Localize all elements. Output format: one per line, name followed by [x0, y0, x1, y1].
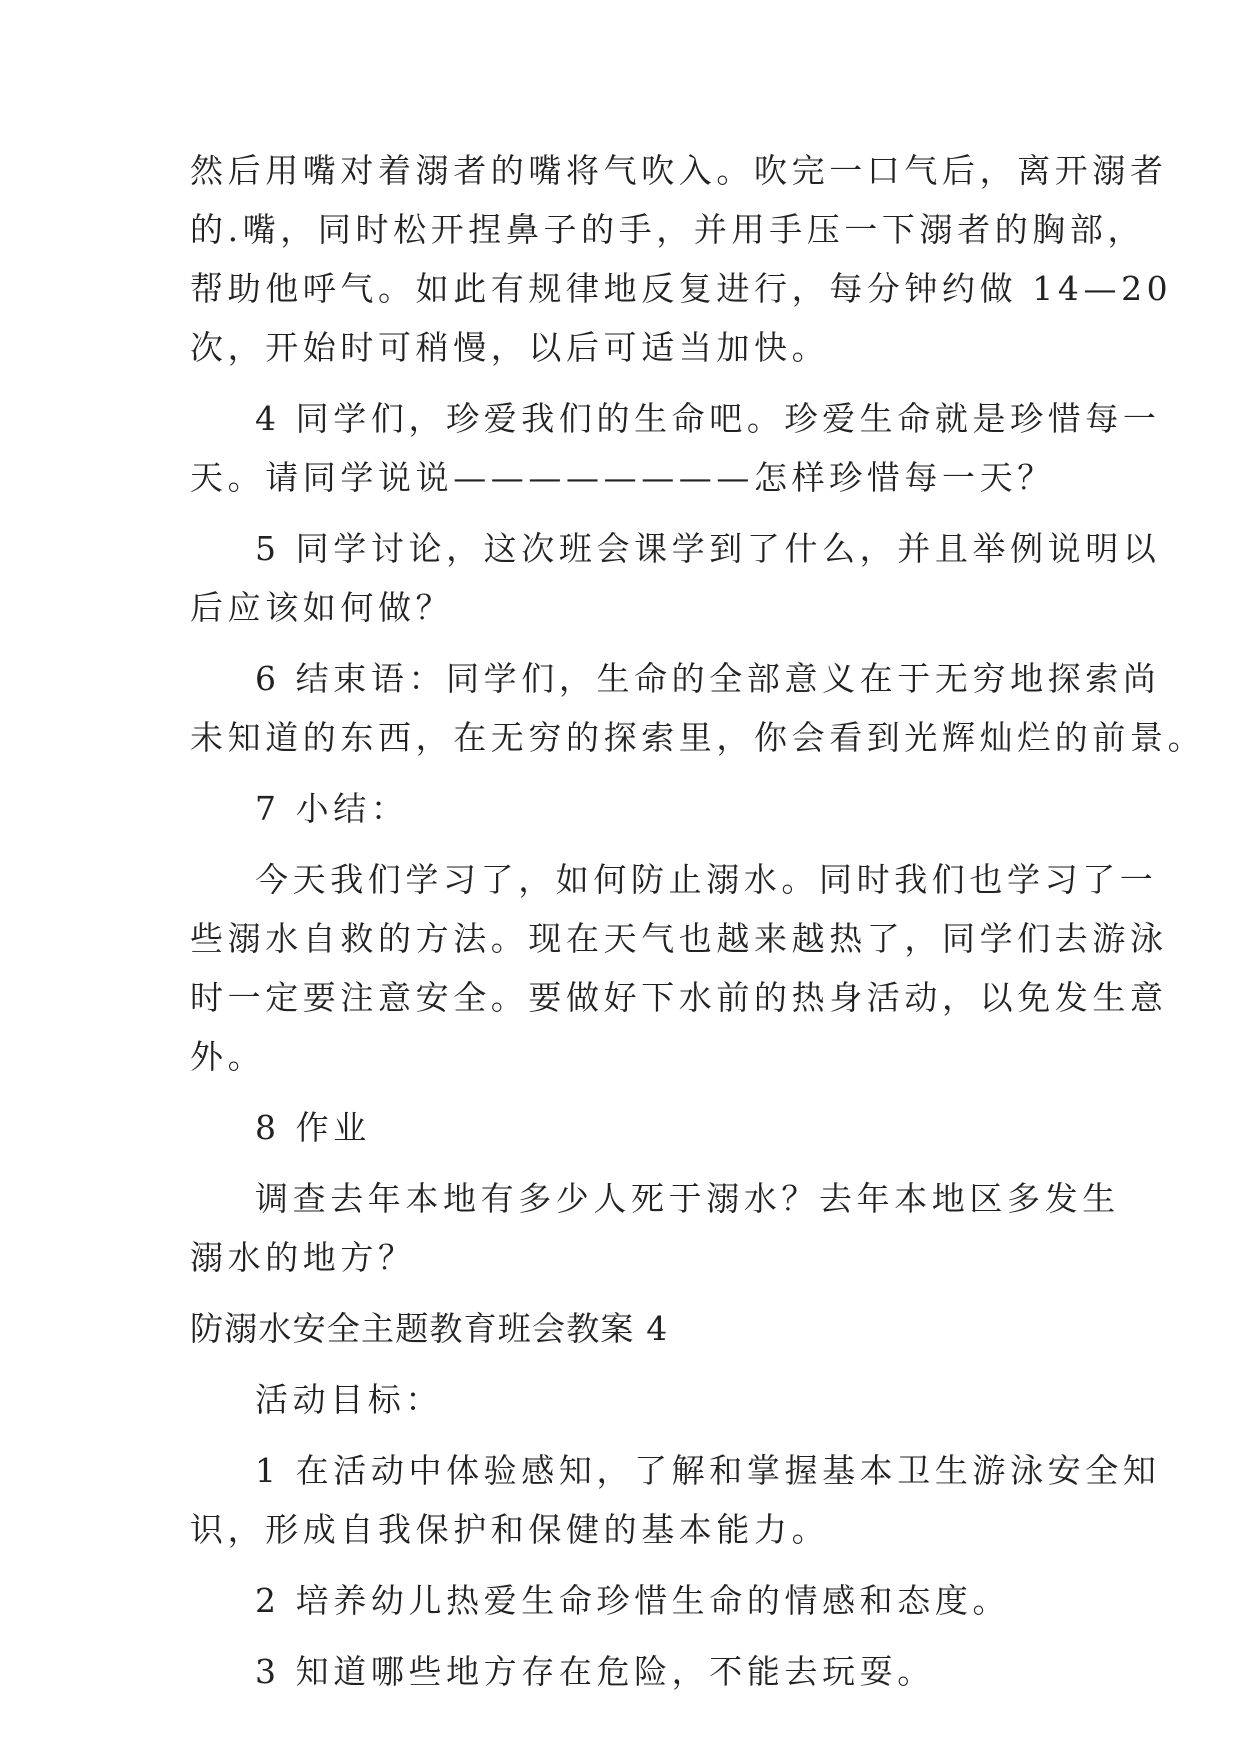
- text-line-13: 些溺水自救的方法。现在天气也越来越热了，同学们去游泳: [190, 919, 1168, 958]
- text-line-1: 然后用嘴对着溺者的嘴将气吹入。吹完一口气后，离开溺者: [190, 151, 1168, 190]
- text-line-7: 5 同学讨论，这次班会课学到了什么，并且举例说明以: [255, 529, 1161, 568]
- text-line-5: 4 同学们，珍爱我们的生命吧。珍爱生命就是珍惜每一: [255, 399, 1161, 438]
- text-line-20: 活动目标：: [255, 1380, 443, 1419]
- text-line-6: 天。请同学说说————————怎样珍惜每一天？: [190, 458, 1055, 497]
- text-line-12: 今天我们学习了，如何防止溺水。同时我们也学习了一: [255, 860, 1158, 899]
- text-line-17: 调查去年本地有多少人死于溺水？去年本地区多发生: [255, 1179, 1120, 1218]
- text-line-22: 识，形成自我保护和保健的基本能力。: [190, 1510, 830, 1549]
- text-line-15: 外。: [190, 1037, 266, 1076]
- text-line-2: 的.嘴，同时松开捏鼻子的手，并用手压一下溺者的胸部，: [190, 210, 1146, 249]
- text-line-3: 帮助他呼气。如此有规律地反复进行，每分钟约做 14—20: [190, 269, 1173, 308]
- text-line-24: 3 知道哪些地方存在危险，不能去玩耍。: [255, 1652, 935, 1691]
- text-line-9: 6 结束语：同学们，生命的全部意义在于无穷地探索尚: [255, 659, 1161, 698]
- section-heading: 防溺水安全主题教育班会教案 4: [190, 1309, 669, 1348]
- text-line-14: 时一定要注意安全。要做好下水前的热身活动，以免发生意: [190, 978, 1168, 1017]
- text-line-18: 溺水的地方？: [190, 1238, 416, 1277]
- text-line-4: 次，开始时可稍慢，以后可适当加快。: [190, 328, 830, 367]
- text-line-21: 1 在活动中体验感知，了解和掌握基本卫生游泳安全知: [255, 1451, 1161, 1490]
- text-line-16: 8 作业: [255, 1108, 371, 1147]
- text-line-11: 7 小结：: [255, 789, 409, 828]
- text-line-23: 2 培养幼儿热爱生命珍惜生命的情感和态度。: [255, 1581, 1011, 1620]
- text-line-10: 未知道的东西，在无穷的探索里，你会看到光辉灿烂的前景。: [190, 718, 1206, 757]
- text-line-8: 后应该如何做？: [190, 588, 454, 627]
